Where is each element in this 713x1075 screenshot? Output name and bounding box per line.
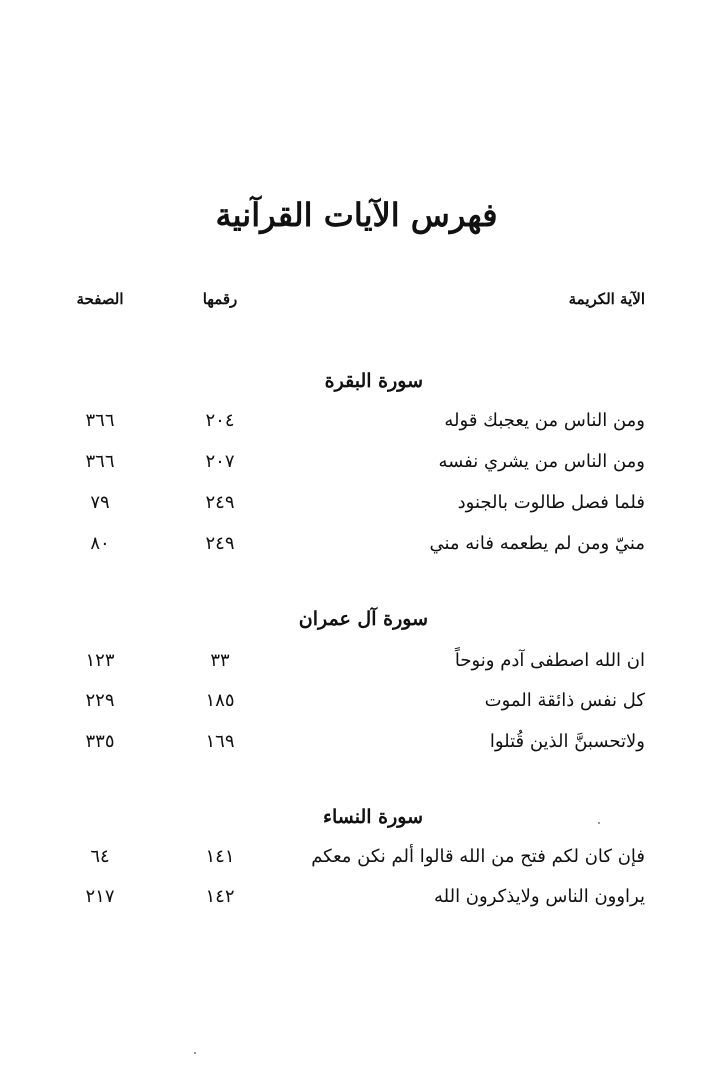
verse-number: ٣٣ bbox=[210, 650, 230, 671]
page-number: ٢٢٩ bbox=[85, 690, 115, 711]
scan-speck bbox=[194, 1052, 196, 1054]
table-row bbox=[0, 492, 713, 528]
verse-text: كل نفس ذائقة الموت bbox=[484, 690, 645, 711]
verse-text: ومن الناس من يعجبك قوله bbox=[444, 410, 645, 431]
verse-text: ولاتحسبنَّ الذين قُتلوا bbox=[489, 731, 645, 752]
page-number: ١٢٣ bbox=[85, 650, 115, 671]
page-number: ٨٠ bbox=[90, 533, 110, 554]
table-row bbox=[0, 731, 713, 767]
verse-text: منيّ ومن لم يطعمه فانه مني bbox=[429, 533, 645, 554]
page-number: ٢١٧ bbox=[85, 886, 115, 907]
surah-title: سورة النساء bbox=[323, 806, 423, 828]
table-row bbox=[0, 886, 713, 922]
page-number: ٣٦٦ bbox=[85, 410, 115, 431]
scan-speck bbox=[598, 822, 600, 824]
page-number: ٦٤ bbox=[90, 846, 110, 867]
surah-title: سورة البقرة bbox=[324, 370, 423, 392]
table-row bbox=[0, 846, 713, 882]
table-row bbox=[0, 650, 713, 686]
verse-number: ١٦٩ bbox=[205, 731, 235, 752]
header-page: الصفحة bbox=[76, 290, 124, 308]
table-row bbox=[0, 410, 713, 446]
table-header bbox=[0, 290, 713, 320]
table-row bbox=[0, 690, 713, 726]
header-number: رقمها bbox=[202, 290, 238, 308]
verse-number: ١٨٥ bbox=[205, 690, 235, 711]
page-number: ٧٩ bbox=[90, 492, 110, 513]
verse-text: يراوون الناس ولايذكرون الله bbox=[433, 886, 645, 907]
verse-number: ٢٤٩ bbox=[205, 533, 235, 554]
page-number: ٣٣٥ bbox=[85, 731, 115, 752]
verse-text: ان الله اصطفى آدم ونوحاً bbox=[454, 650, 645, 671]
header-verse: الآية الكريمة bbox=[568, 290, 645, 308]
verse-number: ٢٤٩ bbox=[205, 492, 235, 513]
verse-number: ٢٠٤ bbox=[205, 410, 235, 431]
table-row bbox=[0, 451, 713, 487]
surah-title: سورة آل عمران bbox=[298, 608, 428, 630]
verse-text: فإن كان لكم فتح من الله قالوا ألم نكن معكم bbox=[311, 846, 645, 867]
page-number: ٣٦٦ bbox=[85, 451, 115, 472]
verse-number: ١٤٢ bbox=[205, 886, 235, 907]
page-title: فهرس الآيات القرآنية bbox=[215, 196, 498, 234]
verse-number: ١٤١ bbox=[205, 846, 235, 867]
table-row bbox=[0, 533, 713, 569]
verse-text: ومن الناس من يشري نفسه bbox=[438, 451, 645, 472]
verse-number: ٢٠٧ bbox=[205, 451, 235, 472]
verse-text: فلما فصل طالوت بالجنود bbox=[457, 492, 645, 513]
